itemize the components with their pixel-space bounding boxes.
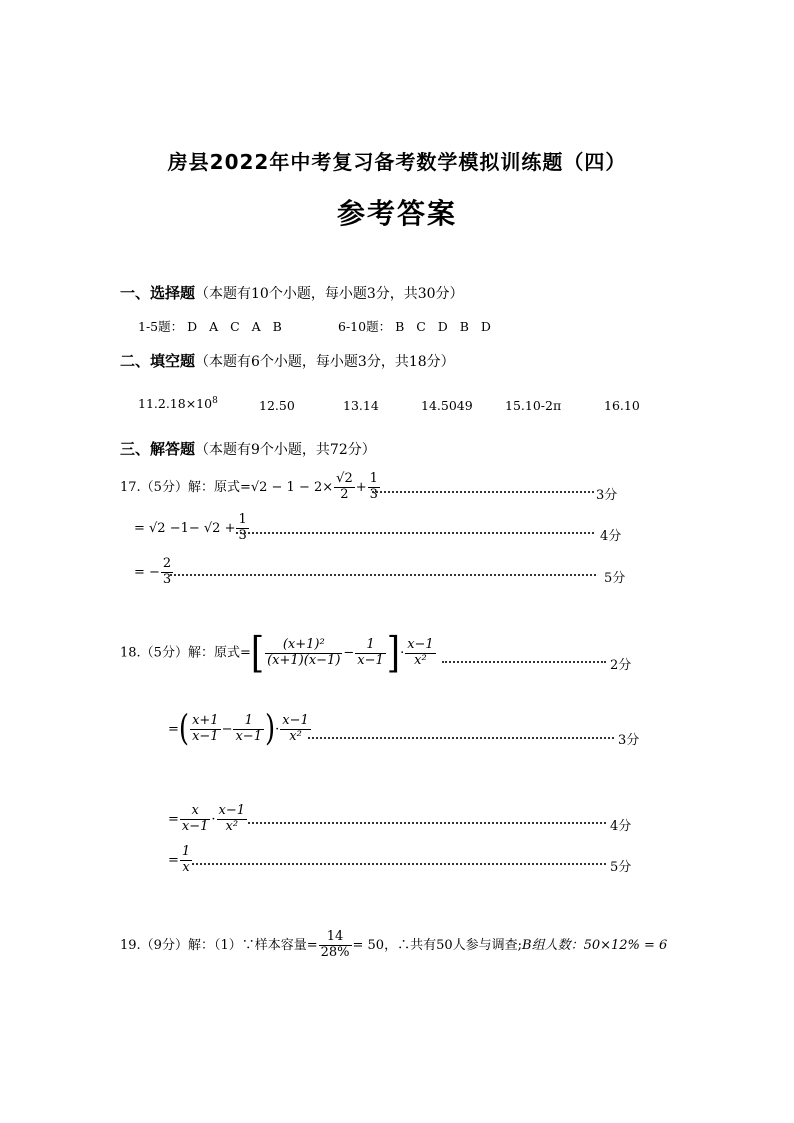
denominator: x² bbox=[414, 652, 427, 668]
fill-answer-14: 14.5049 bbox=[421, 398, 473, 413]
dotted-leader bbox=[308, 737, 614, 739]
denominator: x² bbox=[225, 818, 239, 834]
fraction bbox=[280, 714, 311, 745]
section-head: 二、填空题 bbox=[120, 352, 196, 370]
dotted-leader bbox=[192, 863, 606, 865]
expr: − bbox=[343, 645, 355, 661]
q17-line-2 bbox=[134, 513, 250, 544]
fill-answer-13: 13.14 bbox=[343, 398, 379, 413]
numerator: x bbox=[180, 804, 211, 820]
dotted-leader bbox=[236, 532, 594, 534]
score-mark: 4分 bbox=[600, 529, 622, 544]
denominator: x bbox=[182, 859, 190, 875]
numerator: 2 bbox=[162, 556, 172, 571]
numerator: x−1 bbox=[218, 803, 246, 818]
page-subtitle: 参考答案 bbox=[336, 197, 457, 230]
denominator: x−1 bbox=[192, 728, 219, 744]
section-head: 三、解答题 bbox=[120, 440, 196, 458]
section-note: （本题有9个小题，共72分） bbox=[195, 442, 376, 458]
q18-line-2: =( $\frac{x+1}{x-1}$ − $\frac{1}{x-1}$ )· $\frac{x-1}{\text{x²}}$ bbox=[168, 709, 309, 750]
q18-line-4: = $\frac{1}{x}$ bbox=[168, 844, 191, 875]
question-label: 18.（5分）解：原式= bbox=[120, 645, 251, 661]
section-choice-heading bbox=[120, 282, 464, 303]
fraction bbox=[319, 930, 352, 961]
denominator: 3 bbox=[162, 571, 172, 587]
fraction bbox=[265, 638, 342, 669]
numerator: 1 bbox=[369, 471, 378, 486]
paren-right: ) bbox=[264, 709, 276, 750]
score-mark: 5分 bbox=[604, 571, 626, 586]
dotted-leader bbox=[442, 661, 606, 663]
numerator: (x+1)² bbox=[265, 638, 342, 654]
fraction bbox=[236, 513, 248, 544]
section-fill-heading bbox=[120, 350, 455, 371]
score-mark: 3分 bbox=[618, 733, 640, 748]
choice-answers: D A C A B bbox=[187, 319, 282, 334]
expr: + bbox=[355, 479, 367, 495]
choice-group-2 bbox=[338, 317, 491, 335]
bracket-left: [ bbox=[250, 628, 265, 678]
fraction bbox=[180, 804, 211, 835]
expr: = 50，∴共有50人参与调查; bbox=[352, 937, 523, 953]
dotted-leader bbox=[248, 822, 606, 824]
denominator: 3 bbox=[238, 527, 247, 543]
denominator: x² bbox=[289, 728, 302, 744]
numerator: 14 bbox=[319, 930, 352, 946]
fill-answer-12: 12.50 bbox=[259, 398, 295, 413]
numerator: 1 bbox=[233, 714, 264, 730]
question-label: 17.（5分）解：原式= bbox=[120, 479, 251, 495]
denominator: x−1 bbox=[181, 818, 209, 834]
fraction bbox=[233, 714, 264, 745]
choice-label: 1-5题： bbox=[138, 319, 184, 334]
q19-line-1 bbox=[120, 930, 667, 961]
question-label: 19.（9分）解：（1）∵样本容量= bbox=[120, 937, 318, 953]
fraction bbox=[190, 714, 221, 745]
numerator: 1 bbox=[238, 512, 247, 527]
q17-line-3 bbox=[134, 557, 174, 588]
score-mark: 2分 bbox=[610, 658, 632, 673]
expr: = √2 −1− √2 + bbox=[134, 520, 236, 536]
numerator: 1 bbox=[181, 844, 191, 859]
paren-left: ( bbox=[178, 709, 190, 750]
fraction bbox=[355, 638, 386, 669]
fraction bbox=[161, 557, 173, 588]
denominator: (x+1)(x−1) bbox=[267, 652, 341, 668]
fill-answer-11 bbox=[138, 396, 218, 411]
expr: √2 − 1 − 2× bbox=[250, 479, 334, 495]
section-solve-heading bbox=[120, 438, 376, 459]
denominator: 28% bbox=[320, 944, 350, 960]
expr: = − bbox=[134, 564, 160, 580]
section-note: （本题有10个小题，每小题3分，共30分） bbox=[195, 286, 464, 302]
denominator: 3 bbox=[369, 486, 378, 502]
dotted-leader bbox=[170, 574, 596, 576]
q18-line-1: 18.（5分）解：原式=[ $\frac{\text{(x+1)²}}{(x+1)(x-1)}$ − $\frac{1}{x-1}$ ]· $\frac{x-1}{\text{x²}}$ bbox=[120, 628, 434, 678]
fill-exponent: 8 bbox=[212, 396, 218, 406]
expr: B组人数：50×12% = 6 bbox=[522, 937, 668, 953]
fraction bbox=[368, 472, 380, 503]
choice-group-1 bbox=[138, 317, 282, 335]
fraction bbox=[334, 472, 355, 503]
denominator: 2 bbox=[340, 486, 349, 502]
page-title: 房县2022年中考复习备考数学模拟训练题（四） bbox=[167, 150, 627, 174]
denominator: x−1 bbox=[357, 652, 384, 668]
bracket-right: ] bbox=[386, 628, 401, 678]
fill-value: 11.2.18×10 bbox=[138, 396, 213, 412]
q17-line-1 bbox=[120, 472, 381, 503]
fraction bbox=[217, 804, 248, 835]
choice-answers: B C D B D bbox=[395, 319, 491, 334]
score-mark: 4分 bbox=[610, 819, 632, 834]
fill-answer-15: 15.10-2π bbox=[505, 398, 562, 413]
numerator: x−1 bbox=[282, 713, 309, 728]
fraction bbox=[405, 638, 436, 669]
numerator: 1 bbox=[355, 638, 386, 654]
numerator: x−1 bbox=[407, 636, 434, 652]
score-mark: 3分 bbox=[596, 488, 618, 503]
fraction bbox=[180, 845, 192, 876]
score-mark: 5分 bbox=[610, 860, 632, 875]
section-head: 一、选择题 bbox=[120, 284, 196, 302]
denominator: x−1 bbox=[235, 728, 262, 744]
q18-line-3: = $\frac{x}{x-1}$ · $\frac{x-1}{\text{x²}}$ bbox=[168, 803, 246, 834]
choice-label: 6-10题： bbox=[338, 319, 392, 334]
numerator: √2 bbox=[336, 471, 353, 486]
fill-answer-16: 16.10 bbox=[604, 398, 640, 413]
dotted-leader bbox=[372, 491, 594, 493]
section-note: （本题有6个小题，每小题3分，共18分） bbox=[195, 354, 455, 370]
numerator: x+1 bbox=[192, 713, 219, 728]
